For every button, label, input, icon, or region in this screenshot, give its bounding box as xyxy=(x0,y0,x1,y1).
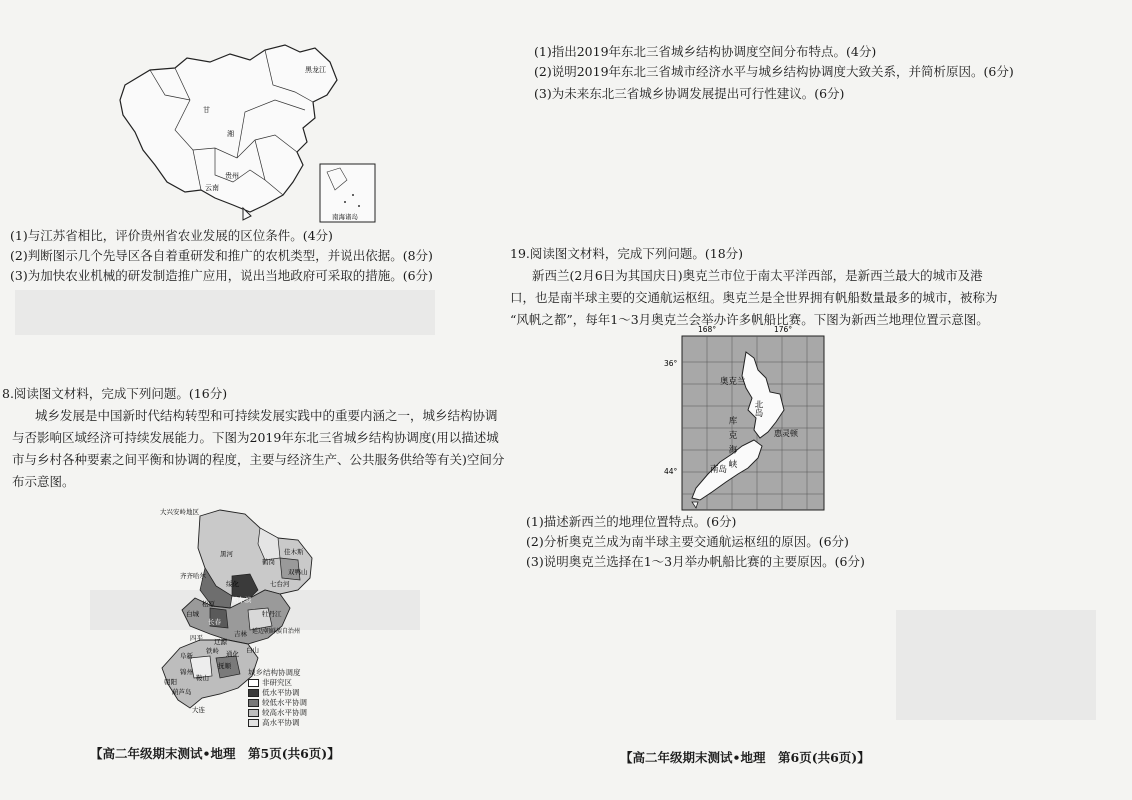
legend-label: 非研究区 xyxy=(262,678,292,687)
question-item: (2)分析奥克兰成为南半球主要交通航运枢纽的原因。(6分) xyxy=(526,534,849,549)
legend-item xyxy=(248,688,338,698)
map-label: 鞍山 xyxy=(196,674,209,682)
legend-swatch xyxy=(248,689,259,697)
legend-title: 城乡结构协调度 xyxy=(248,668,301,677)
place-label: 南岛 xyxy=(710,465,728,475)
legend-swatch xyxy=(248,679,259,687)
legend-label: 高水平协调 xyxy=(262,718,300,727)
map-label: 大连 xyxy=(192,706,205,714)
map-label: 云南 xyxy=(205,184,219,192)
question-item: (1)与江苏省相比，评价贵州省农业发展的区位条件。(4分) xyxy=(10,228,333,243)
map-label: 抚顺 xyxy=(218,662,231,670)
map-label: 大兴安岭地区 xyxy=(160,508,199,516)
map-label: 双鸭山 xyxy=(288,568,308,576)
legend-item xyxy=(248,678,338,688)
legend-swatch xyxy=(248,699,259,707)
question-item: (3)为加快农业机械的研发制造推广应用，说出当地政府可采取的措施。(6分) xyxy=(10,268,433,283)
body-line: 新西兰(2月6日为其国庆日)奥克兰市位于南太平洋西部，是新西兰最大的城市及港 xyxy=(532,268,983,283)
question-heading: 8.阅读图文材料，完成下列问题。(16分) xyxy=(2,386,228,401)
map-label: 白城 xyxy=(186,610,199,618)
legend-swatch xyxy=(248,709,259,717)
china-map xyxy=(115,40,385,225)
map-label: 贵州 xyxy=(225,172,239,180)
map-label: 鹤岗 xyxy=(262,558,275,566)
map-label: 七台河 xyxy=(270,580,290,588)
legend-item xyxy=(248,718,338,728)
place-label: 库克海峡 xyxy=(727,416,737,474)
map-label: 佳木斯 xyxy=(284,548,304,556)
lon-label: 176° xyxy=(774,325,793,334)
question-item: (1)描述新西兰的地理位置特点。(6分) xyxy=(526,514,737,529)
place-label: 北岛 xyxy=(753,400,763,417)
map-label: 湘 xyxy=(227,130,234,138)
lat-label: 44° xyxy=(664,467,678,476)
legend-label: 低水平协调 xyxy=(262,688,300,697)
map-label: 哈尔滨 xyxy=(232,596,252,604)
page-footer: 【高二年级期末测试•地理 第6页(共6页)】 xyxy=(620,750,870,765)
question-heading: 19.阅读图文材料，完成下列问题。(18分) xyxy=(510,246,744,261)
legend-swatch xyxy=(248,719,259,727)
question-item: (2)说明2019年东北三省城市经济水平与城乡结构协调度大致关系，并简析原因。(6分) xyxy=(534,64,1014,79)
map-label: 齐齐哈尔 xyxy=(180,572,206,580)
body-line: 口，也是南半球主要的交通航运枢纽。奥克兰是全世界拥有帆船数量最多的城市，被称为 xyxy=(510,290,998,305)
map-label: 铁岭 xyxy=(206,647,219,655)
map-label: 通化 xyxy=(226,650,239,658)
legend-item xyxy=(248,708,338,718)
body-line: 市与乡村各种要素之间平衡和协调的程度，主要与经济生产、公共服务供给等有关)空间分 xyxy=(12,452,505,467)
map-legend xyxy=(248,668,338,728)
map-label: 延边朝鲜族自治州 xyxy=(252,628,301,635)
body-line: 城乡发展是中国新时代结构转型和可持续发展实践中的重要内涵之一，城乡结构协调 xyxy=(35,408,498,423)
map-label: 葫芦岛 xyxy=(172,688,192,696)
page-footer: 【高二年级期末测试•地理 第5页(共6页)】 xyxy=(90,746,340,761)
question-item: (1)指出2019年东北三省城乡结构协调度空间分布特点。(4分) xyxy=(534,44,877,59)
question-item: (3)为未来东北三省城乡协调发展提出可行性建议。(6分) xyxy=(534,86,845,101)
legend-item xyxy=(248,698,338,708)
inset-label: 南海诸岛 xyxy=(332,213,358,221)
place-label: 奥克兰 xyxy=(720,377,746,387)
map-label: 吉林 xyxy=(234,630,247,638)
map-label: 牡丹江 xyxy=(262,610,282,618)
lon-label: 168° xyxy=(698,325,717,334)
map-label: 黑龙江 xyxy=(305,66,326,74)
map-label: 松原 xyxy=(202,600,215,608)
map-label: 四平 xyxy=(190,634,203,642)
legend-label: 较低水平协调 xyxy=(262,698,307,707)
right-page xyxy=(510,0,1132,800)
map-label: 朝阳 xyxy=(164,678,177,686)
body-line: “风帆之都”，每年1～3月奥克兰会举办许多帆船比赛。下图为新西兰地理位置示意图。 xyxy=(510,312,989,327)
map-label: 甘 xyxy=(203,106,210,114)
question-item: (3)说明奥克兰选择在1～3月举办帆船比赛的主要原因。(6分) xyxy=(526,554,865,569)
map-label: 锦州 xyxy=(180,668,193,676)
body-line: 布示意图。 xyxy=(12,474,75,489)
map-label: 辽源 xyxy=(214,638,227,646)
place-label: 惠灵顿 xyxy=(774,429,798,438)
question-item: (2)判断图示几个先导区各自着重研发和推广的农机类型，并说出依据。(8分) xyxy=(10,248,433,263)
map-label: 长春 xyxy=(208,618,221,626)
body-line: 与否影响区域经济可持续发展能力。下图为2019年东北三省城乡结构协调度(用以描述城 xyxy=(12,430,499,445)
lat-label: 36° xyxy=(664,359,678,368)
bleed-through-mark xyxy=(15,290,435,335)
bleed-through-mark xyxy=(896,610,1096,720)
legend-label: 较高水平协调 xyxy=(262,708,307,717)
map-label: 绥化 xyxy=(226,580,239,588)
map-label: 白山 xyxy=(246,646,259,654)
map-label: 阜新 xyxy=(180,652,193,660)
new-zealand-map xyxy=(662,322,832,514)
map-label: 黑河 xyxy=(220,550,233,558)
